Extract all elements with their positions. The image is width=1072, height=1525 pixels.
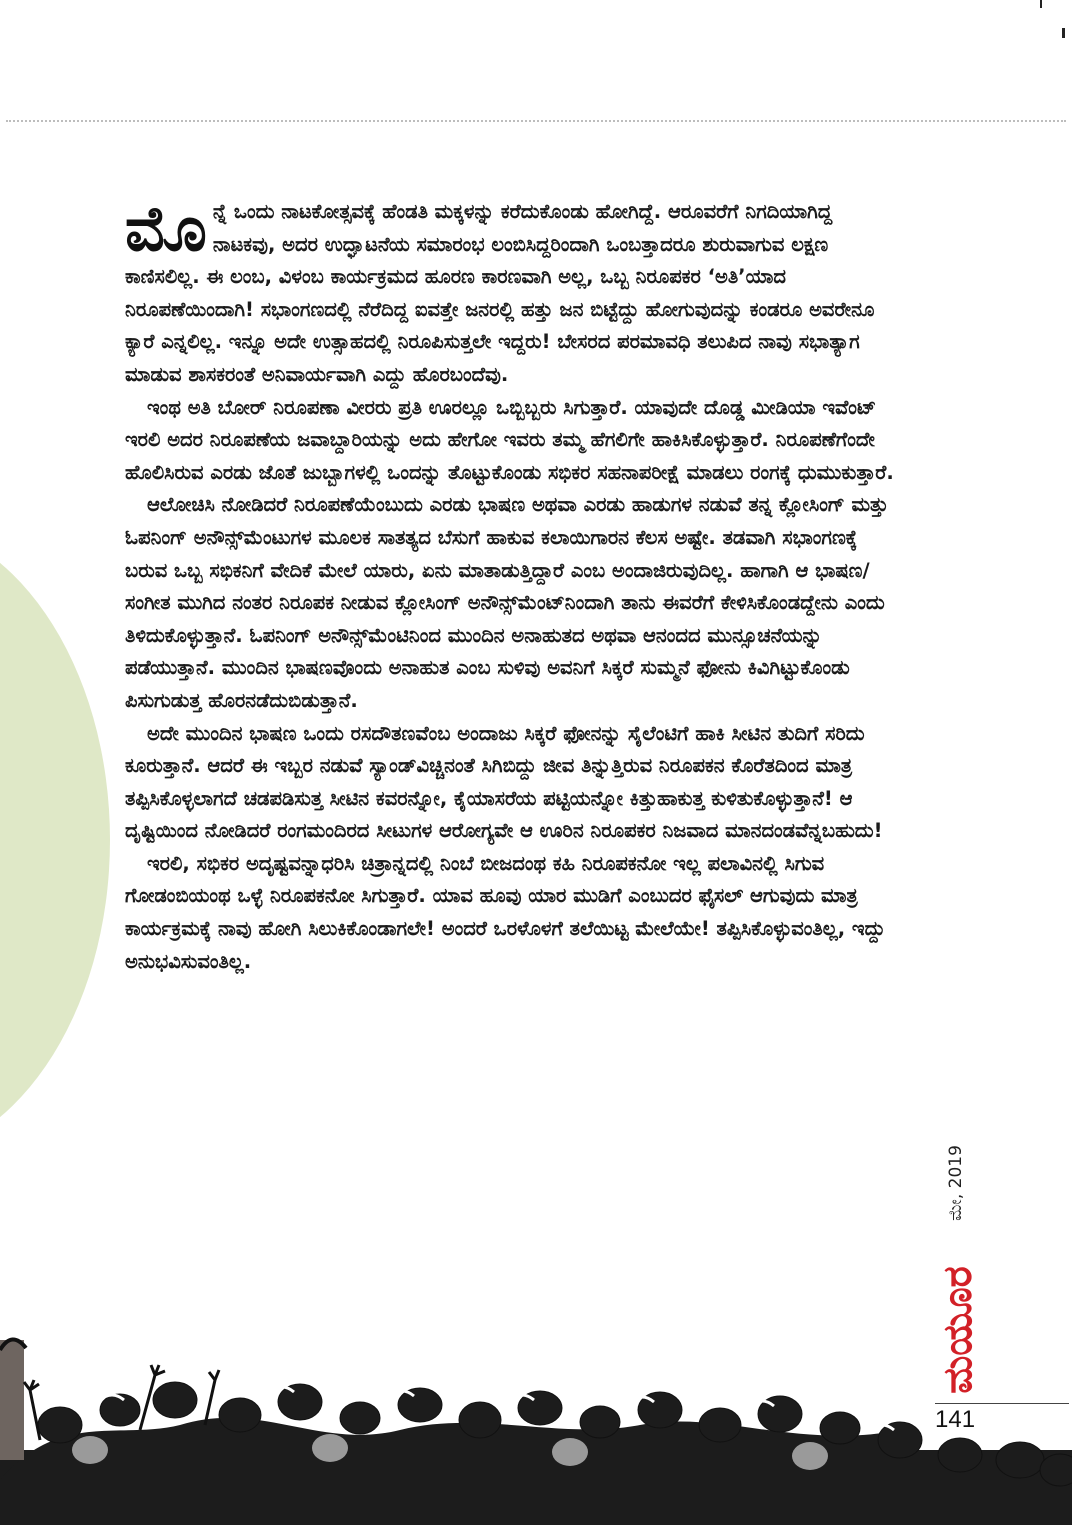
issue-date [944,1128,968,1238]
page-number: 141 [935,1406,976,1433]
dotted-rule [6,120,1066,122]
crop-mark [1062,28,1065,38]
issue-date-text: ಮೇ, 2019 [946,1145,966,1221]
crowd-illustration [0,1330,1072,1525]
article-paragraph-3: ಆಲೋಚಿಸಿ ನೋಡಿದರೆ ನಿರೂಪಣೆಯೆಂಬುದು ಎರಡು ಭಾಷಣ ಅಥವಾ ಎರಡು ಹಾಡುಗಳ ನಡುವೆ ತನ್ನ ಕ್ಲೋಸಿಂಗ್ ಮತ್ತು ಓಪನಿಂಗ್ ಅನೌನ್ಸ್‌ಮೆಂಟುಗಳ ಮೂಲಕ ಸಾತತ್ಯದ ಬೆಸುಗೆ ಹಾಕುವ ಕಲಾಯಿಗಾರನ ಕೆಲಸ ಅಷ್ಟೇ. ತಡವಾಗಿ ಸಭಾಂಗಣಕ್ಕೆ ಬರುವ ಒಬ್ಬ ಸಭಿಕನಿಗೆ ವೇದಿಕೆ ಮೇಲೆ ಯಾರು, ಏನು ಮಾತಾಡುತ್ತಿದ್ದಾರೆ ಎಂಬ ಅಂದಾಜಿರುವುದಿಲ್ಲ. ಹಾಗಾಗಿ ಆ ಭಾಷಣ/ ಸಂಗೀತ ಮುಗಿದ ನಂತರ ನಿರೂಪಕ ನೀಡುವ ಕ್ಲೋಸಿಂಗ್ ಅನೌನ್ಸ್‌ಮೆಂಟ್‌ನಿಂದಾಗಿ ತಾನು ಈವರೆಗೆ ಕೇಳಿಸಿಕೊಂಡದ್ದೇನು ಎಂದು ತಿಳಿದುಕೊಳ್ಳುತ್ತಾನೆ. ಓಪನಿಂಗ್ ಅನೌನ್ಸ್‌ಮೆಂಟಿನಿಂದ ಮುಂದಿನ ಅನಾಹುತದ ಅಥವಾ ಆನಂದದ ಮುನ್ಸೂಚನೆಯನ್ನು ಪಡೆಯುತ್ತಾನೆ. ಮುಂದಿನ ಭಾಷಣವೊಂದು ಅನಾಹುತ ಎಂಬ ಸುಳಿವು ಅವನಿಗೆ ಸಿಕ್ಕರೆ ಸುಮ್ಮನೆ ಫೋನು ಕಿವಿಗಿಟ್ಟುಕೊಂಡು ಪಿಸುಗುಡುತ್ತ ಹೊರನಡೆದುಬಿಡುತ್ತಾನೆ. [125,493,889,712]
crop-mark [1040,0,1042,8]
article-paragraph-2: ಇಂಥ ಅತಿ ಬೋರ್ ನಿರೂಪಣಾ ವೀರರು ಪ್ರತಿ ಊರಲ್ಲೂ ಒಬ್ಬಿಬ್ಬರು ಸಿಗುತ್ತಾರೆ. ಯಾವುದೇ ದೊಡ್ಡ ಮೀಡಿಯಾ ಇವೆಂಟ್ ಇರಲಿ ಅದರ ನಿರೂಪಣೆಯ ಜವಾಬ್ದಾರಿಯನ್ನು ಅದು ಹೇಗೋ ಇವರು ತಮ್ಮ ಹೆಗಲಿಗೇ ಹಾಕಿಸಿಕೊಳ್ಳುತ್ತಾರೆ. ನಿರೂಪಣೆಗೆಂದೇ ಹೊಲಿಸಿರುವ ಎರಡು ಜೊತೆ ಜುಬ್ಬಾಗಳಲ್ಲಿ ಒಂದನ್ನು ತೊಟ್ಟುಕೊಂಡು ಸಭಿಕರ ಸಹನಾಪರೀಕ್ಷೆ ಮಾಡಲು ರಂಗಕ್ಕೆ ಧುಮುಕುತ್ತಾರೆ. [125,395,894,484]
decorative-green-arc [0,520,110,1160]
article-body [125,192,895,978]
magazine-brand-text: ಮಯೂರ [935,1266,981,1394]
article-paragraph-5: ಇರಲಿ, ಸಭಿಕರ ಅದೃಷ್ಟವನ್ನಾಧರಿಸಿ ಚಿತ್ರಾನ್ನದಲ್ಲಿ ನಿಂಬೆ ಬೀಜದಂಥ ಕಹಿ ನಿರೂಪಕನೋ ಇಲ್ಲ ಪಲಾವಿನಲ್ಲಿ ಸಿಗುವ ಗೋಡಂಬಿಯಂಥ ಒಳ್ಳೆ ನಿರೂಪಕನೋ ಸಿಗುತ್ತಾರೆ. ಯಾವ ಹೂವು ಯಾರ ಮುಡಿಗೆ ಎಂಬುದರ ಫೈಸಲ್ ಆಗುವುದು ಮಾತ್ರ ಕಾರ್ಯಕ್ರಮಕ್ಕೆ ನಾವು ಹೋಗಿ ಸಿಲುಕಿಕೊಂಡಾಗಲೇ! ಅಂದರೆ ಒರಳೊಳಗೆ ತಲೆಯಿಟ್ಟ ಮೇಲೆಯೇ! ತಪ್ಪಿಸಿಕೊಳ್ಳುವಂತಿಲ್ಲ, ಇದ್ದು ಅನುಭವಿಸುವಂತಿಲ್ಲ. [125,851,886,973]
paragraph-text: ನ್ನೆ ಒಂದು ನಾಟಕೋತ್ಸವಕ್ಕೆ ಹೆಂಡತಿ ಮಕ್ಕಳನ್ನು ಕರೆದುಕೊಂಡು ಹೋಗಿದ್ದೆ. ಆರೂವರೆಗೆ ನಿಗದಿಯಾಗಿದ್ದ ನಾಟಕವು, ಅದರ ಉದ್ಘಾಟನೆಯ ಸಮಾರಂಭ ಲಂಬಿಸಿದ್ದರಿಂದಾಗಿ ಒಂಬತ್ತಾದರೂ ಶುರುವಾಗುವ ಲಕ್ಷಣ ಕಾಣಿಸಲಿಲ್ಲ. ಈ ಲಂಬ, ವಿಳಂಬ ಕಾರ್ಯಕ್ರಮದ ಹೂರಣ ಕಾರಣವಾಗಿ ಅಲ್ಲ, ಒಬ್ಬ ನಿರೂಪಕರ ‘ಅತಿ’ಯಾದ ನಿರೂಪಣೆಯಿಂದಾಗಿ! ಸಭಾಂಗಣದಲ್ಲಿ ನೆರೆದಿದ್ದ ಐವತ್ತೇ ಜನರಲ್ಲಿ ಹತ್ತು ಜನ ಬಿಟ್ಟೆದ್ದು ಹೋಗುವುದನ್ನು ಕಂಡರೂ ಅವರೇನೂ ಕ್ಯಾರೆ ಎನ್ನಲಿಲ್ಲ. ಇನ್ನೂ ಅದೇ ಉತ್ಸಾಹದಲ್ಲಿ ನಿರೂಪಿಸುತ್ತಲೇ ಇದ್ದರು! ಬೇಸರದ ಪರಮಾವಧಿ ತಲುಪಿದ ನಾವು ಸಭಾತ್ಯಾಗ ಮಾಡುವ ಶಾಸಕರಂತೆ ಅನಿವಾರ್ಯವಾಗಿ ಎದ್ದು ಹೊರಬಂದೆವು. [125,200,875,386]
article-paragraph-1 [125,192,895,392]
article-paragraph-4: ಅದೇ ಮುಂದಿನ ಭಾಷಣ ಒಂದು ರಸದೌತಣವೆಂಬ ಅಂದಾಜು ಸಿಕ್ಕರೆ ಫೋನನ್ನು ಸೈಲೆಂಟಿಗೆ ಹಾಕಿ ಸೀಟಿನ ತುದಿಗೆ ಸರಿದು ಕೂರುತ್ತಾನೆ. ಆದರೆ ಈ ಇಬ್ಬರ ನಡುವೆ ಸ್ಯಾಂಡ್‌ವಿಚ್ಚಿನಂತೆ ಸಿಗಿಬಿದ್ದು ಜೀವ ತಿನ್ನುತ್ತಿರುವ ನಿರೂಪಕನ ಕೊರೆತದಿಂದ ಮಾತ್ರ ತಪ್ಪಿಸಿಕೊಳ್ಳಲಾಗದೆ ಚಡಪಡಿಸುತ್ತ ಸೀಟಿನ ಕವರನ್ನೋ, ಕೈಯಾಸರೆಯ ಪಟ್ಟಿಯನ್ನೋ ಕಿತ್ತುಹಾಕುತ್ತ ಕುಳಿತುಕೊಳ್ಳುತ್ತಾನೆ! ಆ ದೃಷ್ಟಿಯಿಂದ ನೋಡಿದರೆ ರಂಗಮಂದಿರದ ಸೀಟುಗಳ ಆರೋಗ್ಯವೇ ಆ ಊರಿನ ನಿರೂಪಕರ ನಿಜವಾದ ಮಾನದಂಡವೆನ್ನಬಹುದು! [125,721,883,843]
drop-cap: ಮೊ [125,192,207,265]
